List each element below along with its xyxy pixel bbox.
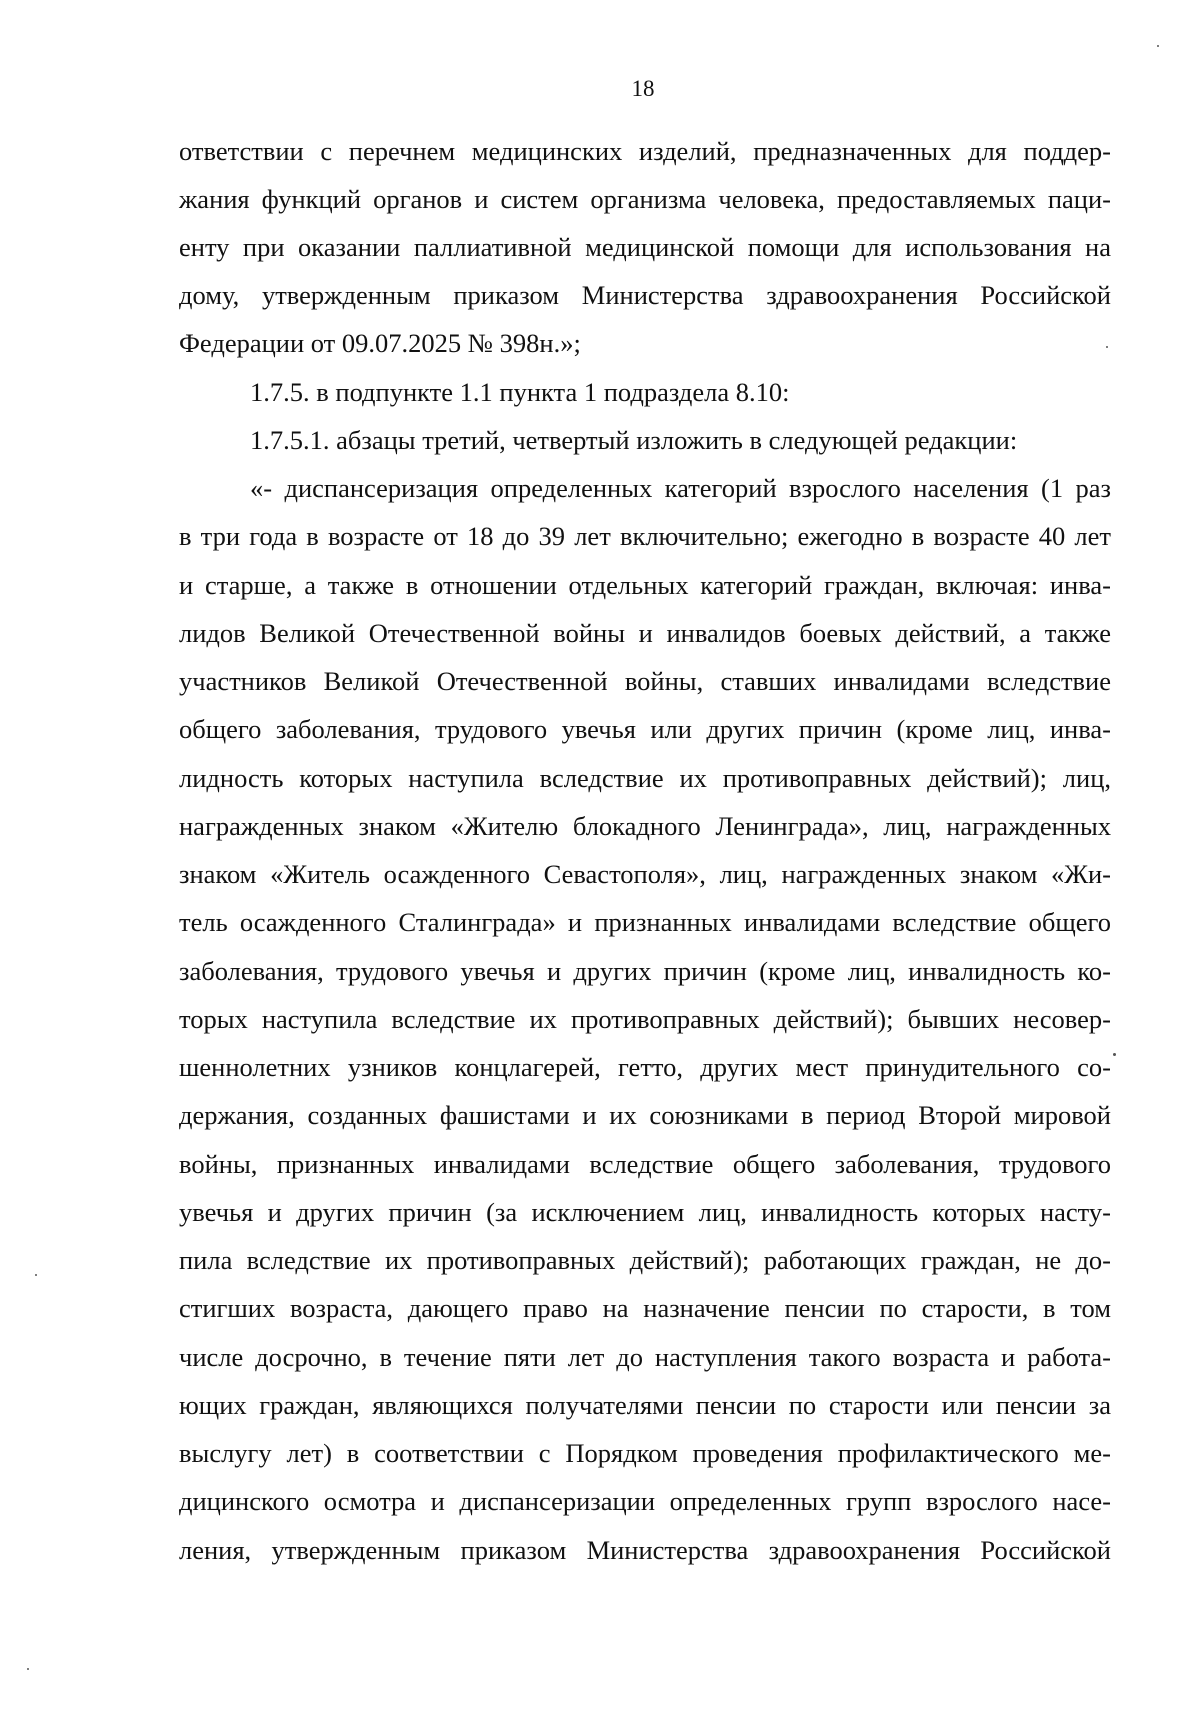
text-line: торых наступила вследствие их противоправных действий); бывших несовер- [179, 1004, 1111, 1034]
text-line: войны, признанных инвалидами вследствие общего заболевания, трудового [179, 1149, 1111, 1179]
text-line: жания функций органов и систем организма человека, предоставляемых паци- [179, 184, 1111, 214]
clause-heading: 1.7.5.1. абзацы третий, четвертый изложить в следующей редакции: [250, 425, 1018, 455]
text-line: награжденных знаком «Жителю блокадного Ленинграда», лиц, награжденных [179, 811, 1111, 841]
scan-speck [1106, 346, 1108, 348]
text-line: и старше, а также в отношении отдельных категорий граждан, включая: инва- [179, 570, 1111, 600]
text-line: енту при оказании паллиативной медицинской помощи для использования на [179, 232, 1111, 262]
text-line: заболевания, трудового увечья и других причин (кроме лиц, инвалидность ко- [179, 956, 1111, 986]
text-line: дицинского осмотра и диспансеризации определенных групп взрослого насе- [179, 1486, 1111, 1516]
text-line: ления, утвержденным приказом Министерства здравоохранения Российской [179, 1535, 1111, 1565]
scan-speck [1113, 1053, 1116, 1056]
clause-heading: 1.7.5. в подпункте 1.1 пункта 1 подраздела 8.10: [250, 377, 790, 407]
page-number: 18 [631, 76, 655, 101]
scan-speck [35, 1274, 37, 1276]
text-line: общего заболевания, трудового увечья или других причин (кроме лиц, инва- [179, 714, 1111, 744]
text-line: дому, утвержденным приказом Министерства здравоохранения Российской [179, 280, 1111, 310]
text-line: знаком «Житель осажденного Севастополя», лиц, награжденных знаком «Жи- [179, 859, 1111, 889]
text-line: участников Великой Отечественной войны, ставших инвалидами вследствие [179, 666, 1111, 696]
text-line: лидов Великой Отечественной войны и инвалидов боевых действий, а также [179, 618, 1111, 648]
text-line: пила вследствие их противоправных действий); работающих граждан, не до- [179, 1245, 1111, 1275]
scan-speck [27, 1668, 29, 1670]
text-line: тель осажденного Сталинграда» и признанных инвалидами вследствие общего [179, 907, 1111, 937]
text-line: числе досрочно, в течение пяти лет до наступления такого возраста и работа- [179, 1342, 1111, 1372]
text-line: в три года в возрасте от 18 до 39 лет включительно; ежегодно в возрасте 40 лет [179, 521, 1111, 551]
text-line: стигших возраста, дающего право на назначение пенсии по старости, в том [179, 1293, 1111, 1323]
text-line: увечья и других причин (за исключением лиц, инвалидность которых насту- [179, 1197, 1111, 1227]
text-line: «- диспансеризация определенных категорий взрослого населения (1 раз [250, 473, 1111, 503]
text-line: держания, созданных фашистами и их союзниками в период Второй мировой [179, 1100, 1111, 1130]
text-line: выслугу лет) в соответствии с Порядком проведения профилактического ме- [179, 1438, 1111, 1468]
scan-speck [1157, 45, 1159, 47]
text-line: шеннолетних узников концлагерей, гетто, других мест принудительного со- [179, 1052, 1111, 1082]
text-line: ответствии с перечнем медицинских изделий, предназначенных для поддер- [179, 136, 1111, 166]
text-line: Федерации от 09.07.2025 № 398н.»; [179, 328, 581, 358]
text-line: ющих граждан, являющихся получателями пенсии по старости или пенсии за [179, 1390, 1111, 1420]
text-line: лидность которых наступила вследствие их противоправных действий); лиц, [179, 763, 1111, 793]
